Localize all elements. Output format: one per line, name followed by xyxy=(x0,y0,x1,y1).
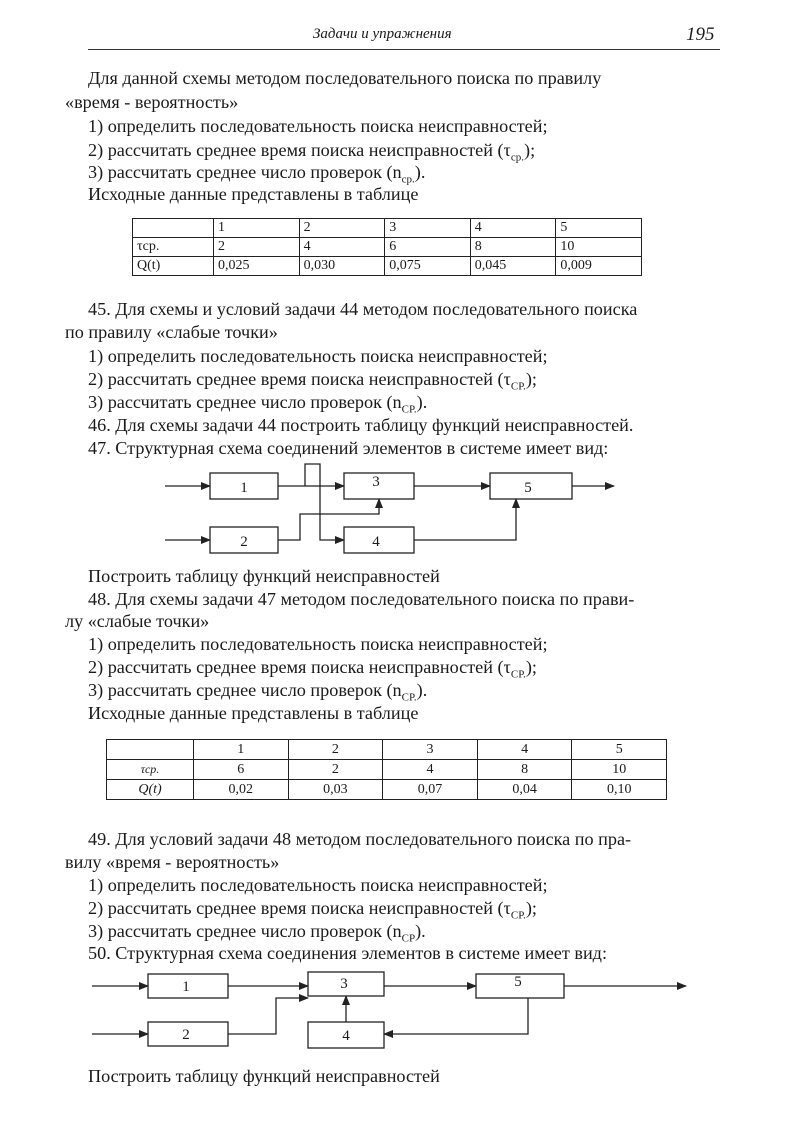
text-line: «время - вероятность» xyxy=(65,92,239,112)
block-label: 1 xyxy=(182,979,190,995)
text-line: 1) определить последовательность поиска неисправностей; xyxy=(88,875,548,895)
table-row: τср. 2 4 6 8 10 xyxy=(133,238,642,257)
text-line: 45. Для схемы и условий задачи 44 методом последовательного поиска xyxy=(88,299,638,319)
text-line: 2) рассчитать среднее время поиска неисправностей $(\tau_{CP.})$; xyxy=(88,369,537,393)
block-label: 2 xyxy=(182,1027,190,1043)
text-line: по правилу «слабые точки» xyxy=(65,322,278,342)
block-label: 4 xyxy=(372,534,380,550)
block-label: 3 xyxy=(372,474,380,490)
page-number: 195 xyxy=(686,24,715,45)
text-line: 3) рассчитать среднее число проверок $(n_{CP})$. xyxy=(88,921,426,945)
text-line: 1) определить последовательность поиска неисправностей; xyxy=(88,116,548,136)
text-line: 2) рассчитать среднее время поиска неисправностей $(\tau_{CP.})$; xyxy=(88,657,537,681)
text-line: Построить таблицу функций неисправностей xyxy=(88,566,440,586)
text-line: 46. Для схемы задачи 44 построить таблицу функций неисправностей. xyxy=(88,415,634,435)
text-line: 3) рассчитать среднее число проверок $(n_{ср.})$. xyxy=(88,162,426,186)
text-line: 2) рассчитать среднее время поиска неисправностей $(\tau_{CP.})$; xyxy=(88,898,537,922)
text-line: вилу «время - вероятность» xyxy=(65,852,280,872)
block-label: 5 xyxy=(524,480,532,496)
block-label: 1 xyxy=(240,480,248,496)
text-line: 1) определить последовательность поиска неисправностей; xyxy=(88,634,548,654)
table-row: Q(t) 0,025 0,030 0,075 0,045 0,009 xyxy=(133,257,642,276)
text-line: 3) рассчитать среднее число проверок $(n_{CP.})$. xyxy=(88,392,428,416)
text-line: 47. Структурная схема соединений элементов в системе имеет вид: xyxy=(88,438,609,458)
running-header-title: Задачи и упражнения xyxy=(313,26,452,42)
text-line: 2) рассчитать среднее время поиска неисправностей $(\tau_{ср.})$; xyxy=(88,140,536,164)
table-row: 1 2 3 4 5 xyxy=(133,219,642,238)
text-line: лу «слабые точки» xyxy=(65,611,210,631)
table-row: 1 2 3 4 5 xyxy=(107,740,667,760)
text-line: 3) рассчитать среднее число проверок $(n_{CP.})$. xyxy=(88,680,428,704)
block-label: 3 xyxy=(340,976,348,992)
table-row: τср. 6 2 4 8 10 xyxy=(107,760,667,780)
block-label: 2 xyxy=(240,534,248,550)
text-line: 1) определить последовательность поиска неисправностей; xyxy=(88,346,548,366)
text-line: Исходные данные представлены в таблице xyxy=(88,703,419,723)
text-line: 49. Для условий задачи 48 методом последовательного поиска по пра- xyxy=(88,829,632,849)
text-line: Исходные данные представлены в таблице xyxy=(88,184,419,204)
text-line: Построить таблицу функций неисправностей xyxy=(88,1066,440,1086)
text-line: Для данной схемы методом последовательного поиска по правилу xyxy=(88,68,602,88)
text-line: 50. Структурная схема соединения элементов в системе имеет вид: xyxy=(88,943,607,963)
block-label: 5 xyxy=(514,974,522,990)
block-label: 4 xyxy=(342,1028,350,1044)
table-row: Q(t) 0,02 0,03 0,07 0,04 0,10 xyxy=(107,780,667,800)
text-line: 48. Для схемы задачи 47 методом последовательного поиска по прави- xyxy=(88,589,635,609)
